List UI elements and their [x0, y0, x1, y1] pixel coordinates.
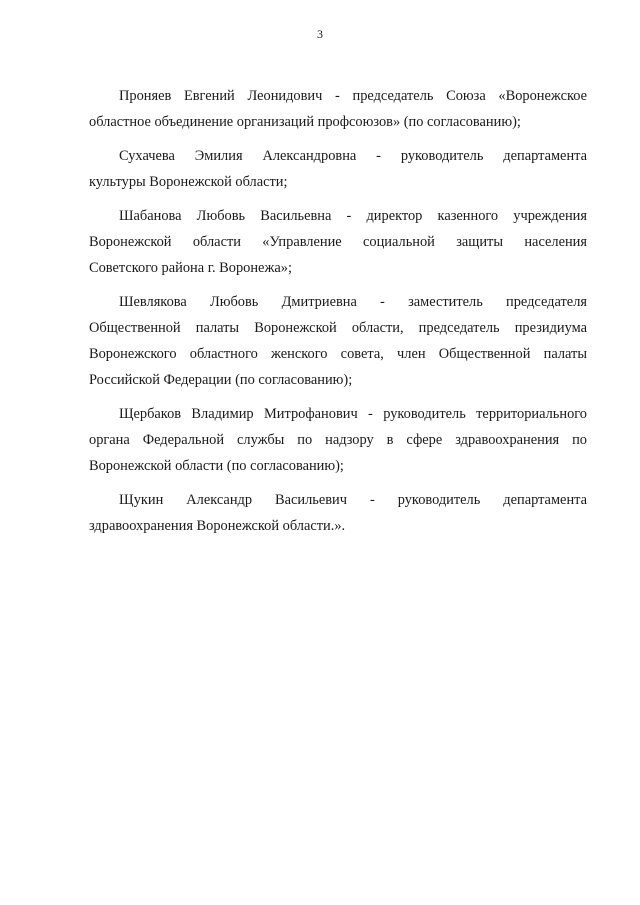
member-entry-pronyaev [89, 83, 587, 135]
member-entry-shevlyakova [89, 289, 587, 393]
entry-line: областное объединение организаций профсоюзов» (по согласованию); [89, 114, 521, 130]
entry-line: Сухачева Эмилия Александровна - руководитель департамента [119, 148, 587, 164]
entry-line: Общественной палаты Воронежской области, председатель президиума [89, 320, 587, 336]
entry-line: здравоохранения Воронежской области.». [89, 518, 346, 534]
entry-line: Проняев Евгений Леонидович - председатель Союза «Воронежское [119, 88, 587, 104]
entry-line: Воронежской области (по согласованию); [89, 458, 344, 474]
entry-line: Шевлякова Любовь Дмитриевна - заместитель председателя [119, 294, 587, 310]
member-entry-shchukin [89, 487, 587, 539]
member-entry-shabanova [89, 203, 587, 281]
member-entry-sukhacheva [89, 143, 587, 195]
entry-line: Воронежской области «Управление социальной защиты населения [89, 234, 587, 250]
member-entry-shcherbakov [89, 401, 587, 479]
entry-line: Воронежского областного женского совета, член Общественной палаты [89, 346, 587, 362]
entry-line: Щукин Александр Васильевич - руководитель департамента [119, 492, 587, 508]
entry-line: органа Федеральной службы по надзору в сфере здравоохранения по [89, 432, 587, 448]
page-number: 3 [317, 27, 323, 41]
entry-line: культуры Воронежской области; [89, 174, 288, 190]
entry-line: Российской Федерации (по согласованию); [89, 372, 353, 388]
entry-line: Шабанова Любовь Васильевна - директор казенного учреждения [119, 208, 587, 224]
entry-line: Щербаков Владимир Митрофанович - руководитель территориального [119, 406, 587, 422]
member-list [89, 83, 587, 547]
entry-line: Советского района г. Воронежа»; [89, 260, 292, 276]
